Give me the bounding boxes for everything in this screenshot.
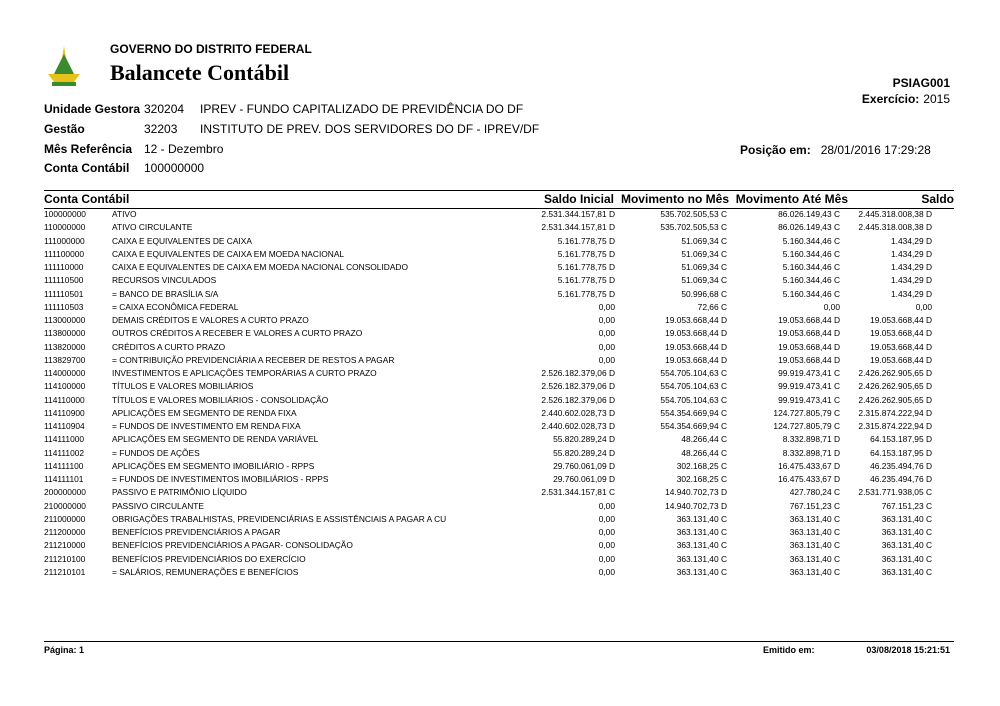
cell-descricao: = CAIXA ECONÔMICA FEDERAL [112, 301, 239, 312]
cell-saldo-inicial: 2.526.182.379,06 D [541, 368, 615, 378]
cell-descricao: OUTROS CRÉDITOS A RECEBER E VALORES A CURTO PRAZO [112, 328, 363, 339]
gdf-logo [44, 44, 84, 90]
cell-conta: 211000000 [44, 513, 86, 524]
cell-saldo-inicial: 55.820.289,24 D [553, 447, 615, 458]
table-row [44, 288, 954, 301]
cell-saldo: 1.434,29 D [891, 235, 932, 246]
cell-movimento-ate-mes: 99.919.473,41 C [778, 394, 840, 405]
cell-saldo-inicial: 5.161.778,75 D [557, 248, 615, 259]
col-saldo-inicial: Saldo Inicial [543, 192, 614, 206]
cell-descricao: CAIXA E EQUIVALENTES DE CAIXA [112, 235, 252, 246]
cell-movimento-ate-mes: 99.919.473,41 C [778, 381, 840, 392]
cell-conta: 113000000 [44, 315, 86, 325]
cell-saldo: 767.151,23 C [881, 500, 932, 511]
table-row [44, 248, 954, 261]
cell-saldo-inicial: 0,00 [598, 354, 615, 365]
cell-saldo: 19.053.668,44 D [870, 328, 932, 339]
cell-conta: 114111101 [44, 474, 84, 484]
gdf-logo-icon [44, 44, 84, 90]
cell-descricao: = CONTRIBUIÇÃO PREVIDENCIÁRIA A RECEBER DE RESTOS A PAGAR [112, 354, 395, 365]
cell-saldo-inicial: 0,00 [598, 513, 615, 524]
cell-movimento-mes: 19.053.668,44 D [665, 341, 727, 352]
cell-conta: 114111002 [44, 447, 85, 458]
table-row [44, 274, 954, 287]
table-row [44, 327, 954, 340]
cell-movimento-mes: 554.354.669,94 C [660, 421, 727, 431]
cell-saldo: 19.053.668,44 D [870, 315, 932, 325]
table-row [44, 420, 954, 433]
emitido-label: Emitido em: [763, 645, 815, 655]
cell-movimento-ate-mes: 8.332.898,71 D [782, 434, 840, 445]
cell-saldo-inicial: 55.820.289,24 D [553, 434, 615, 445]
cell-conta: 114111000 [44, 434, 85, 445]
cell-conta: 114111100 [44, 460, 84, 471]
cell-movimento-mes: 72,66 C [697, 301, 727, 312]
meta-label: Mês Referência [44, 142, 133, 156]
cell-saldo: 2.531.771.938,05 C [858, 487, 932, 498]
cell-saldo: 2.315.874.222,94 D [858, 421, 932, 431]
cell-conta: 211200000 [44, 527, 86, 537]
cell-saldo-inicial: 0,00 [598, 566, 615, 577]
cell-movimento-mes: 554.705.104,63 C [660, 394, 727, 405]
meta-label: Conta Contábil [44, 161, 130, 175]
cell-saldo-inicial: 2.440.602.028,73 D [541, 407, 615, 418]
table-row [44, 367, 954, 380]
cell-movimento-ate-mes: 363.131,40 C [789, 566, 840, 577]
cell-saldo-inicial: 5.161.778,75 D [557, 288, 615, 299]
cell-saldo: 19.053.668,44 D [870, 354, 932, 365]
cell-conta: 111110500 [44, 275, 84, 286]
cell-saldo-inicial: 2.526.182.379,06 D [541, 394, 615, 405]
balance-table [44, 208, 954, 579]
cell-saldo-inicial: 0,00 [598, 500, 615, 511]
posicao [740, 143, 931, 157]
cell-movimento-ate-mes: 363.131,40 C [789, 553, 840, 564]
cell-saldo: 1.434,29 D [891, 275, 932, 286]
cell-movimento-ate-mes: 5.160.344,46 C [782, 288, 840, 299]
col-movimento-mes: Movimento no Mês [620, 192, 729, 206]
cell-saldo-inicial: 5.161.778,75 D [557, 235, 615, 246]
cell-descricao: ATIVO [112, 209, 137, 219]
cell-saldo-inicial: 29.760.061,09 D [553, 460, 615, 471]
meta-code: 100000000 [144, 161, 205, 175]
cell-saldo: 1.434,29 D [891, 288, 932, 299]
report-title: Balancete Contábil [110, 60, 290, 85]
cell-movimento-ate-mes: 124.727.805,79 C [773, 407, 840, 418]
meta-label: Unidade Gestora [44, 102, 141, 116]
cell-descricao: CRÉDITOS A CURTO PRAZO [112, 341, 226, 352]
cell-saldo: 46.235.494,76 D [870, 460, 932, 471]
cell-conta: 200000000 [44, 487, 86, 498]
cell-movimento-mes: 363.131,40 C [676, 553, 727, 564]
table-row [44, 513, 954, 526]
table-row [44, 314, 954, 327]
cell-conta: 114110900 [44, 407, 85, 418]
cell-conta: 114110000 [44, 394, 85, 405]
table-row [44, 539, 954, 552]
cell-saldo: 1.434,29 D [891, 248, 932, 259]
meta-code: 12 - Dezembro [144, 142, 224, 156]
posicao-value: 28/01/2016 17:29:28 [820, 143, 931, 157]
cell-descricao: = FUNDOS DE INVESTIMENTOS IMOBILIÁRIOS - RPPS [112, 474, 329, 484]
cell-descricao: OBRIGAÇÕES TRABALHISTAS, PREVIDENCIÁRIAS E ASSISTÊNCIAIS A PAGAR A CU [112, 513, 447, 524]
cell-saldo-inicial: 2.531.344.157,81 D [541, 222, 615, 233]
cell-movimento-mes: 14.940.702,73 D [665, 500, 727, 511]
cell-conta: 111100000 [44, 248, 85, 259]
cell-movimento-ate-mes: 86.026.149,43 C [778, 222, 840, 233]
cell-conta: 110000000 [44, 222, 86, 233]
cell-descricao: TÍTULOS E VALORES MOBILIÁRIOS [112, 381, 254, 392]
cell-conta: 111110501 [44, 288, 84, 299]
cell-movimento-mes: 14.940.702,73 D [665, 487, 727, 498]
cell-saldo-inicial: 2.531.344.157,81 C [541, 487, 615, 498]
cell-saldo-inicial: 0,00 [598, 527, 615, 537]
table-row [44, 447, 954, 460]
cell-conta: 111110000 [44, 262, 84, 272]
cell-saldo-inicial: 2.531.344.157,81 D [541, 209, 615, 219]
cell-saldo: 363.131,40 C [881, 527, 932, 537]
col-conta: Conta Contábil [44, 192, 130, 206]
cell-descricao: DEMAIS CRÉDITOS E VALORES A CURTO PRAZO [112, 315, 309, 325]
cell-descricao: CAIXA E EQUIVALENTES DE CAIXA EM MOEDA NACIONAL CONSOLIDADO [112, 262, 408, 272]
table-row [44, 473, 954, 486]
cell-saldo: 2.426.262.905,65 D [858, 394, 932, 405]
cell-conta: 211210101 [44, 566, 86, 577]
cell-saldo-inicial: 0,00 [598, 301, 615, 312]
cell-movimento-mes: 19.053.668,44 D [665, 354, 727, 365]
table-row [44, 553, 954, 566]
cell-descricao: = BANCO DE BRASÍLIA S/A [112, 288, 219, 299]
cell-movimento-mes: 302.168,25 C [676, 474, 727, 484]
cell-movimento-mes: 535.702.505,53 C [660, 222, 727, 233]
cell-saldo-inicial: 5.161.778,75 D [557, 275, 615, 286]
cell-conta: 210000000 [44, 500, 86, 511]
exercicio [862, 92, 950, 106]
cell-descricao: INVESTIMENTOS E APLICAÇÕES TEMPORÁRIAS A CURTO PRAZO [112, 368, 377, 378]
cell-conta: 211210100 [44, 553, 86, 564]
header-divider [44, 190, 954, 191]
cell-saldo-inicial: 0,00 [598, 328, 615, 339]
col-movimento-ate-mes: Movimento Até Mês [735, 192, 848, 206]
cell-movimento-mes: 554.354.669,94 C [660, 407, 727, 418]
cell-saldo: 363.131,40 C [881, 513, 932, 524]
cell-descricao: APLICAÇÕES EM SEGMENTO DE RENDA VARIÁVEL [112, 434, 319, 445]
cell-saldo-inicial: 0,00 [598, 540, 615, 551]
cell-saldo-inicial: 0,00 [598, 553, 615, 564]
cell-movimento-mes: 48.266,44 C [681, 447, 727, 458]
cell-movimento-mes: 51.069,34 C [681, 248, 727, 259]
cell-conta: 113820000 [44, 341, 86, 352]
cell-saldo-inicial: 0,00 [598, 341, 615, 352]
cell-movimento-mes: 302.168,25 C [676, 460, 727, 471]
cell-saldo: 19.053.668,44 D [870, 341, 932, 352]
cell-saldo: 363.131,40 C [881, 540, 932, 551]
table-row [44, 394, 954, 407]
cell-descricao: PASSIVO CIRCULANTE [112, 500, 204, 511]
cell-saldo-inicial: 29.760.061,09 D [553, 474, 615, 484]
table-row [44, 380, 954, 393]
cell-saldo-inicial: 2.526.182.379,06 D [541, 381, 615, 392]
page-number [44, 645, 84, 655]
cell-saldo: 2.445.318.008,38 D [858, 222, 932, 233]
cell-movimento-ate-mes: 427.780,24 C [789, 487, 840, 498]
cell-movimento-mes: 51.069,34 C [681, 235, 727, 246]
meta-code: 320204 [144, 102, 185, 116]
cell-saldo: 64.153.187,95 D [870, 447, 932, 458]
cell-movimento-ate-mes: 16.475.433,67 D [778, 474, 840, 484]
cell-conta: 113829700 [44, 354, 86, 365]
cell-descricao: CAIXA E EQUIVALENTES DE CAIXA EM MOEDA NACIONAL [112, 248, 345, 259]
cell-movimento-mes: 48.266,44 C [681, 434, 727, 445]
table-row [44, 301, 954, 314]
report-code: PSIAG001 [892, 76, 950, 90]
cell-movimento-ate-mes: 0,00 [823, 301, 840, 312]
cell-saldo: 1.434,29 D [891, 262, 932, 272]
cell-movimento-ate-mes: 5.160.344,46 C [782, 235, 840, 246]
cell-descricao: APLICAÇÕES EM SEGMENTO IMOBILIÁRIO - RPPS [112, 460, 315, 471]
table-row [44, 486, 954, 499]
emitido-value: 03/08/2018 15:21:51 [866, 645, 950, 655]
table-header [44, 192, 954, 208]
table-row [44, 354, 954, 367]
cell-movimento-ate-mes: 8.332.898,71 D [782, 447, 840, 458]
cell-movimento-mes: 51.069,34 C [681, 262, 727, 272]
cell-descricao: BENEFÍCIOS PREVIDENCIÁRIOS A PAGAR- CONSOLIDAÇÃO [112, 540, 353, 551]
cell-conta: 111110503 [44, 301, 84, 312]
cell-saldo: 46.235.494,76 D [870, 474, 932, 484]
cell-saldo: 64.153.187,95 D [870, 434, 932, 445]
cell-saldo: 363.131,40 C [881, 553, 932, 564]
cell-movimento-ate-mes: 19.053.668,44 D [778, 341, 840, 352]
table-row [44, 526, 954, 539]
cell-descricao: BENEFÍCIOS PREVIDENCIÁRIOS DO EXERCÍCIO [112, 553, 306, 564]
cell-movimento-mes: 535.702.505,53 C [660, 209, 727, 219]
meta-code: 32203 [144, 122, 178, 136]
cell-saldo: 2.426.262.905,65 D [858, 381, 932, 392]
cell-saldo-inicial: 2.440.602.028,73 D [541, 421, 615, 431]
cell-movimento-mes: 19.053.668,44 D [665, 328, 727, 339]
cell-movimento-ate-mes: 99.919.473,41 C [778, 368, 840, 378]
table-row [44, 208, 954, 221]
cell-movimento-ate-mes: 19.053.668,44 D [778, 315, 840, 325]
table-row [44, 407, 954, 420]
cell-saldo: 0,00 [915, 301, 932, 312]
table-row [44, 460, 954, 473]
cell-descricao: = FUNDOS DE AÇÕES [112, 447, 200, 458]
cell-descricao: TÍTULOS E VALORES MOBILIÁRIOS - CONSOLIDAÇÃO [112, 394, 329, 405]
table-row [44, 221, 954, 234]
cell-movimento-ate-mes: 363.131,40 C [789, 540, 840, 551]
cell-movimento-mes: 51.069,34 C [681, 275, 727, 286]
cell-movimento-ate-mes: 363.131,40 C [789, 513, 840, 524]
cell-movimento-mes: 19.053.668,44 D [665, 315, 727, 325]
cell-movimento-ate-mes: 363.131,40 C [789, 527, 840, 537]
meta-label: Gestão [44, 122, 85, 136]
cell-descricao: RECURSOS VINCULADOS [112, 275, 217, 286]
cell-conta: 114000000 [44, 368, 86, 378]
org-name: GOVERNO DO DISTRITO FEDERAL [110, 42, 312, 56]
cell-movimento-mes: 363.131,40 C [676, 540, 727, 551]
cell-conta: 111000000 [44, 235, 85, 246]
cell-saldo: 2.445.318.008,38 D [858, 209, 932, 219]
cell-movimento-ate-mes: 5.160.344,46 C [782, 262, 840, 272]
table-row [44, 500, 954, 513]
cell-movimento-ate-mes: 124.727.805,79 C [773, 421, 840, 431]
cell-conta: 114100000 [44, 381, 86, 392]
posicao-label: Posição em: [740, 143, 811, 157]
cell-movimento-mes: 363.131,40 C [676, 566, 727, 577]
meta-desc: IPREV - FUNDO CAPITALIZADO DE PREVIDÊNCIA DO DF [200, 102, 524, 116]
cell-movimento-mes: 554.705.104,63 C [660, 368, 727, 378]
cell-saldo: 2.315.874.222,94 D [858, 407, 932, 418]
cell-descricao: APLICAÇÕES EM SEGMENTO DE RENDA FIXA [112, 407, 297, 418]
table-row [44, 566, 954, 579]
cell-movimento-ate-mes: 86.026.149,43 C [778, 209, 840, 219]
table-row [44, 433, 954, 446]
page-value: 1 [79, 645, 85, 655]
cell-movimento-mes: 554.705.104,63 C [660, 381, 727, 392]
cell-movimento-ate-mes: 5.160.344,46 C [782, 275, 840, 286]
cell-saldo: 363.131,40 C [881, 566, 932, 577]
cell-descricao: PASSIVO E PATRIMÔNIO LÍQUIDO [112, 487, 247, 498]
table-row [44, 261, 954, 274]
cell-saldo-inicial: 0,00 [598, 315, 615, 325]
cell-movimento-ate-mes: 19.053.668,44 D [778, 354, 840, 365]
cell-movimento-ate-mes: 5.160.344,46 C [782, 248, 840, 259]
meta-desc: INSTITUTO DE PREV. DOS SERVIDORES DO DF - IPREV/DF [200, 122, 540, 136]
table-row [44, 341, 954, 354]
exercicio-value: 2015 [923, 92, 950, 106]
cell-movimento-ate-mes: 767.151,23 C [789, 500, 840, 511]
cell-conta: 211210000 [44, 540, 86, 551]
cell-descricao: BENEFÍCIOS PREVIDENCIÁRIOS A PAGAR [112, 527, 281, 537]
cell-descricao: = FUNDOS DE INVESTIMENTO EM RENDA FIXA [112, 421, 301, 431]
exercicio-label: Exercício: [861, 92, 920, 106]
cell-movimento-mes: 363.131,40 C [676, 513, 727, 524]
cell-movimento-mes: 363.131,40 C [676, 527, 727, 537]
page-label: Página: [44, 645, 77, 655]
cell-conta: 114110904 [44, 421, 85, 431]
cell-movimento-ate-mes: 19.053.668,44 D [778, 328, 840, 339]
cell-descricao: = SALÁRIOS, REMUNERAÇÕES E BENEFÍCIOS [112, 566, 299, 577]
footer-divider [44, 641, 954, 642]
col-saldo: Saldo [921, 192, 954, 206]
cell-conta: 113800000 [44, 328, 86, 339]
cell-movimento-mes: 50.996,68 C [681, 288, 727, 299]
table-row [44, 235, 954, 248]
cell-descricao: ATIVO CIRCULANTE [112, 222, 193, 233]
cell-saldo-inicial: 5.161.778,75 D [557, 262, 615, 272]
cell-saldo: 2.426.262.905,65 D [858, 368, 932, 378]
cell-conta: 100000000 [44, 209, 86, 219]
cell-movimento-ate-mes: 16.475.433,67 D [778, 460, 840, 471]
